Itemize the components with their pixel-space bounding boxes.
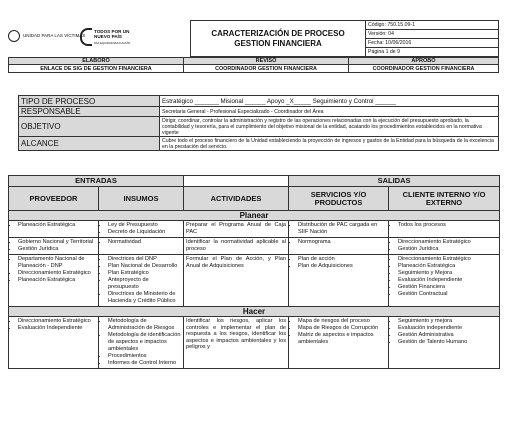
cliente-item: • Direccionamiento Estratégico xyxy=(398,239,497,246)
pagina: Página 1 de 9 xyxy=(366,48,499,57)
cell-servicios xyxy=(289,221,389,238)
responsable-label: RESPONSABLE xyxy=(19,107,160,117)
servicios-item: • Plan de acción xyxy=(298,256,386,263)
process-table xyxy=(8,175,500,369)
logo-block xyxy=(8,28,183,54)
cell-insumos xyxy=(99,221,184,238)
proveedor-item: • Planeación Estratégica xyxy=(18,222,96,229)
col-proveedor: PROVEEDOR xyxy=(9,187,99,211)
reviso-label: REVISÓ xyxy=(184,58,349,65)
servicios-list xyxy=(291,256,386,270)
codigo: Código: 750.15.09-1 xyxy=(366,21,499,30)
entradas-header: ENTRADAS xyxy=(9,176,184,187)
cell-cliente xyxy=(389,255,500,307)
section-planear: Planear xyxy=(9,211,500,221)
alcance-label: ALCANCE xyxy=(19,137,160,151)
insumos-item: • Decreto de Liquidación xyxy=(108,229,181,236)
cell-actividad: Preparar el Programa Anual de Caja PAC xyxy=(184,221,289,238)
cliente-list xyxy=(391,239,497,253)
insumos-list xyxy=(101,222,181,236)
title-line-2: GESTION FINANCIERA xyxy=(234,38,322,48)
insumos-list xyxy=(101,318,181,367)
cliente-item: • Evaluación independiente xyxy=(398,325,497,332)
cell-proveedor xyxy=(9,238,99,255)
gov-logo-text: UNIDAD PARA LAS VÍCTIMAS xyxy=(23,33,86,38)
salidas-header: SALIDAS xyxy=(289,176,500,187)
insumos-item: • Plan Nacional de Desarrollo xyxy=(108,263,181,270)
cell-cliente xyxy=(389,221,500,238)
col-actividades: ACTIVIDADES xyxy=(184,187,289,211)
cell-cliente xyxy=(389,238,500,255)
insumos-list xyxy=(101,256,181,305)
table-row xyxy=(9,238,500,255)
document-title xyxy=(191,21,366,57)
fecha: Fecha: 10/06/2016 xyxy=(366,39,499,48)
servicios-item: • Mapa de riesgos del proceso xyxy=(298,318,386,325)
insumos-item: • Ley de Presupuesto xyxy=(108,222,181,229)
cliente-item: • Direccionamiento Estratégico xyxy=(398,256,497,263)
slogan-sub: PAZ EQUIDAD EDUCACIÓN xyxy=(94,41,131,45)
col-cliente: CLIENTE INTERNO Y/O EXTERNO xyxy=(389,187,500,211)
proveedor-item: • Departamento Nacional de Planeación - DNP xyxy=(18,256,96,270)
insumos-item: • Procedimientos xyxy=(108,353,181,360)
slogan-main: TODOS POR UN NUEVO PAÍS xyxy=(94,29,130,39)
seal-icon xyxy=(8,30,20,42)
proveedor-list xyxy=(11,256,96,284)
cliente-item: • Gestión Administrativa xyxy=(398,332,497,339)
cliente-item: • Gestión Contractual xyxy=(398,291,497,298)
cell-servicios xyxy=(289,238,389,255)
insumos-list xyxy=(101,239,181,246)
objetivo-value: Dirigir, coordinar, controlar la administración y registro de las operaciones relacionadas con la ejecución del presupuesto aprobado, la contabilidad y tesorería, para el cumplimiento del objetivo misional de la entidad, acatando los procedimientos establecidos en la normativa vigente xyxy=(160,117,499,137)
servicios-item: • Plan de Adquisiciones xyxy=(298,263,386,270)
insumos-item: • Anteproyecto de presupuesto xyxy=(108,277,181,291)
cell-servicios xyxy=(289,255,389,307)
cell-insumos xyxy=(99,238,184,255)
insumos-item: • Directrices de Ministerio de Hacienda y Crédito Público xyxy=(108,291,181,305)
cliente-item: • Seguimiento y Mejora xyxy=(398,270,497,277)
servicios-item: • Matriz de aspectos e impactos ambientales xyxy=(298,332,386,346)
cliente-item: • Planeación Estratégica xyxy=(398,263,497,270)
servicios-item: • Distribución de PAC cargada en SIIF Nación xyxy=(298,222,386,236)
servicios-list xyxy=(291,222,386,236)
approval-table xyxy=(8,57,499,73)
table-row xyxy=(9,221,500,238)
cliente-item: • Seguimiento y mejora xyxy=(398,318,497,325)
insumos-item: • Metodología de Administración de Riesgos xyxy=(108,318,181,332)
proveedor-item: • Direccionamiento Estratégico xyxy=(18,318,96,325)
servicios-item: • Normograma xyxy=(298,239,386,246)
hacer-rows xyxy=(9,317,500,369)
cell-proveedor xyxy=(9,317,99,369)
title-line-1: CARACTERIZACIÓN DE PROCESO xyxy=(211,28,345,38)
cliente-item: • Todos los procesos xyxy=(398,222,497,229)
alcance-value: Cubre todo el proceso financiero de la Unidad estableciendo la proyección de ingresos y gastos de la Entidad para la búsqueda de la excelencia en la prestación del servicio. xyxy=(160,137,499,151)
insumos-item: • Plan Estratégico xyxy=(108,270,181,277)
insumos-item: • Informes de Control Interno xyxy=(108,360,181,367)
cell-proveedor xyxy=(9,255,99,307)
proveedor-item: • Gobierno Nacional y Territorial xyxy=(18,239,96,246)
process-info xyxy=(18,95,499,151)
proveedor-item: • Direccionamiento Estratégico xyxy=(18,270,96,277)
table-row xyxy=(9,255,500,307)
proveedor-item: • Planeación Estratégica xyxy=(18,277,96,284)
tipo-label: TIPO DE PROCESO xyxy=(19,96,160,107)
cliente-item: • Gestión de Talento Humano xyxy=(398,339,497,346)
section-hacer: Hacer xyxy=(9,307,500,317)
insumos-item: • Normatividad xyxy=(108,239,181,246)
responsable-value: Secretaria General - Profesional Especializado - Coordinador del Área xyxy=(160,107,499,117)
proveedor-item: • Gestión Jurídica xyxy=(18,246,96,253)
cliente-item: • Gestión Financiera xyxy=(398,284,497,291)
cell-insumos xyxy=(99,255,184,307)
cell-actividad: Identificar la normatividad aplicable al proceso xyxy=(184,238,289,255)
insumos-item: • Metodología de identificación de aspectos e impactos ambientales xyxy=(108,332,181,353)
blank-header xyxy=(184,176,289,187)
cliente-item: • Evaluación Independiente xyxy=(398,277,497,284)
cell-proveedor xyxy=(9,221,99,238)
cell-servicios xyxy=(289,317,389,369)
cliente-list xyxy=(391,222,497,229)
cliente-list xyxy=(391,256,497,298)
proveedor-item: • Evaluación Independiente xyxy=(18,325,96,332)
table-row xyxy=(9,317,500,369)
objetivo-label: OBJETIVO xyxy=(19,117,160,137)
version: Versión: 04 xyxy=(366,30,499,39)
elaboro-value: ENLACE DE SIG DE GESTION FINANCIERA xyxy=(9,65,184,73)
tipo-value: Estratégico _______ Misional ______ Apoyo _X_____ Seguimiento y Control ______ xyxy=(160,96,499,107)
colombia-logo-icon xyxy=(80,28,92,46)
reviso-value: COORDINADOR GESTION FINANCIERA xyxy=(184,65,349,73)
cell-actividad: Identificar los riesgos, aplicar los controles e implementar el plan de respuesta a los riesgos, identificar los aspectos e impactos ambientales y los peligros y xyxy=(184,317,289,369)
cell-actividad: Formular el Plan de Acción, y Plan Anual de Adquisiciones xyxy=(184,255,289,307)
cliente-list xyxy=(391,318,497,346)
proveedor-list xyxy=(11,222,96,229)
servicios-item: • Mapa de Riesgos de Corrupción xyxy=(298,325,386,332)
servicios-list xyxy=(291,239,386,246)
proveedor-list xyxy=(11,239,96,253)
aprobo-value: COORDINADOR GESTION FINANCIERA xyxy=(349,65,499,73)
cell-insumos xyxy=(99,317,184,369)
cliente-item: • Gestión Jurídica xyxy=(398,246,497,253)
aprobo-label: APROBÓ xyxy=(349,58,499,65)
proveedor-list xyxy=(11,318,96,332)
cell-cliente xyxy=(389,317,500,369)
elaboro-label: ELABORÓ xyxy=(9,58,184,65)
col-insumos: INSUMOS xyxy=(99,187,184,211)
col-servicios: SERVICIOS Y/O PRODUCTOS xyxy=(289,187,389,211)
document-header xyxy=(190,20,499,57)
planear-rows xyxy=(9,221,500,307)
servicios-list xyxy=(291,318,386,346)
insumos-item: • Directrices del DNP xyxy=(108,256,181,263)
